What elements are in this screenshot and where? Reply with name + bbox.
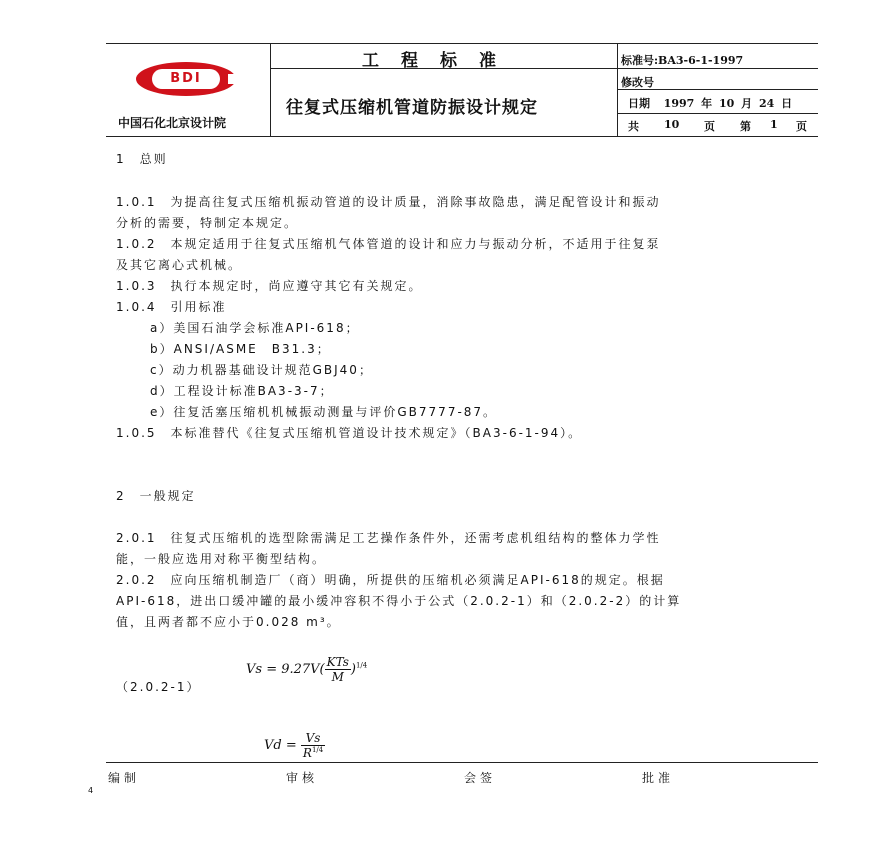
revision-label: 修改号 bbox=[621, 76, 654, 89]
formula-2: Vd = $\frac{Vs}{R^{1/4}}$ bbox=[264, 731, 324, 760]
standard-type-title: 工程标准 bbox=[362, 51, 518, 71]
footer-review-label: 审核 bbox=[286, 771, 319, 785]
reference-item: c）动力机器基础设计规范GBJ40； bbox=[150, 363, 373, 377]
header-top-border bbox=[106, 43, 818, 44]
footer-countersign-label: 会签 bbox=[464, 771, 497, 785]
standard-number: 标准号:BA3-6-1-1997 bbox=[621, 54, 744, 67]
organization-name: 中国石化北京设计院 bbox=[118, 116, 227, 130]
issue-date: 日期 1997 年 10 月 24 日 bbox=[628, 97, 793, 110]
header-divider-right bbox=[617, 43, 618, 137]
clause-2-0-1-line-1: 2.0.1 往复式压缩机的选型除需满足工艺操作条件外，还需考虑机组结构的整体力学性 bbox=[116, 531, 661, 545]
clause-1-0-2-line-2: 及其它离心式机械。 bbox=[116, 258, 243, 272]
header-bottom-border bbox=[106, 136, 818, 137]
logo-notch bbox=[228, 74, 240, 84]
formula-1-label: （2.0.2-1） bbox=[116, 680, 201, 694]
section-2-heading: 2 一般规定 bbox=[116, 489, 196, 503]
logo-text: BDI bbox=[152, 69, 220, 89]
clause-2-0-2-line-3: 值，且两者都不应小于0.028 m³。 bbox=[116, 615, 341, 629]
formula-2-fraction: $\frac{Vs}{R^{1/4}}$ bbox=[302, 731, 324, 760]
formula-1: Vs = 9.27V( $\frac{\text{KTs}}{M}$ )$^{1/4}$ bbox=[246, 655, 368, 684]
clause-1-0-4: 1.0.4 引用标准 bbox=[116, 300, 227, 314]
reference-item: b）ANSI/ASME B31.3； bbox=[150, 342, 331, 356]
document-title: 往复式压缩机管道防振设计规定 bbox=[286, 98, 538, 118]
clause-1-0-1-line-2: 分析的需要，特制定本规定。 bbox=[116, 216, 299, 230]
section-1-heading: 1 总则 bbox=[116, 152, 168, 166]
reference-item: d）工程设计标准BA3-3-7； bbox=[150, 384, 334, 398]
clause-2-0-2-line-1: 2.0.2 应向压缩机制造厂（商）明确，所提供的压缩机必须满足API-618的规定。根据 bbox=[116, 573, 665, 587]
footer-compile-label: 编制 bbox=[108, 771, 141, 785]
footer-approve-label: 批准 bbox=[642, 771, 675, 785]
header-divider-left bbox=[270, 43, 271, 137]
clause-1-0-1-line-1: 1.0.1 为提高往复式压缩机振动管道的设计质量，消除事故隐患，满足配管设计和振动 bbox=[116, 195, 661, 209]
clause-1-0-2-line-1: 1.0.2 本规定适用于往复式压缩机气体管道的设计和应力与振动分析，不适用于往复泵 bbox=[116, 237, 661, 251]
clause-2-0-1-line-2: 能，一般应选用对称平衡型结构。 bbox=[116, 552, 327, 566]
clause-2-0-2-line-2: API-618，进出口缓冲罐的最小缓冲容积不得小于公式（2.0.2-1）和（2.0.2-2）的计算 bbox=[116, 594, 682, 608]
clause-1-0-3: 1.0.3 执行本规定时，尚应遵守其它有关规定。 bbox=[116, 279, 423, 293]
meta-row-line-1 bbox=[617, 68, 818, 69]
page-mark: 4 bbox=[88, 786, 94, 795]
formula-1-fraction: $\frac{\text{KTs}}{M}$ bbox=[326, 655, 349, 684]
clause-1-0-5: 1.0.5 本标准替代《往复式压缩机管道设计技术规定》（BA3-6-1-94）。 bbox=[116, 426, 583, 440]
reference-item: e）往复活塞压缩机机械振动测量与评价GB7777-87。 bbox=[150, 405, 498, 419]
footer-top-border bbox=[106, 762, 818, 763]
meta-row-line-3 bbox=[617, 113, 818, 114]
reference-item: a）美国石油学会标准API-618； bbox=[150, 321, 360, 335]
